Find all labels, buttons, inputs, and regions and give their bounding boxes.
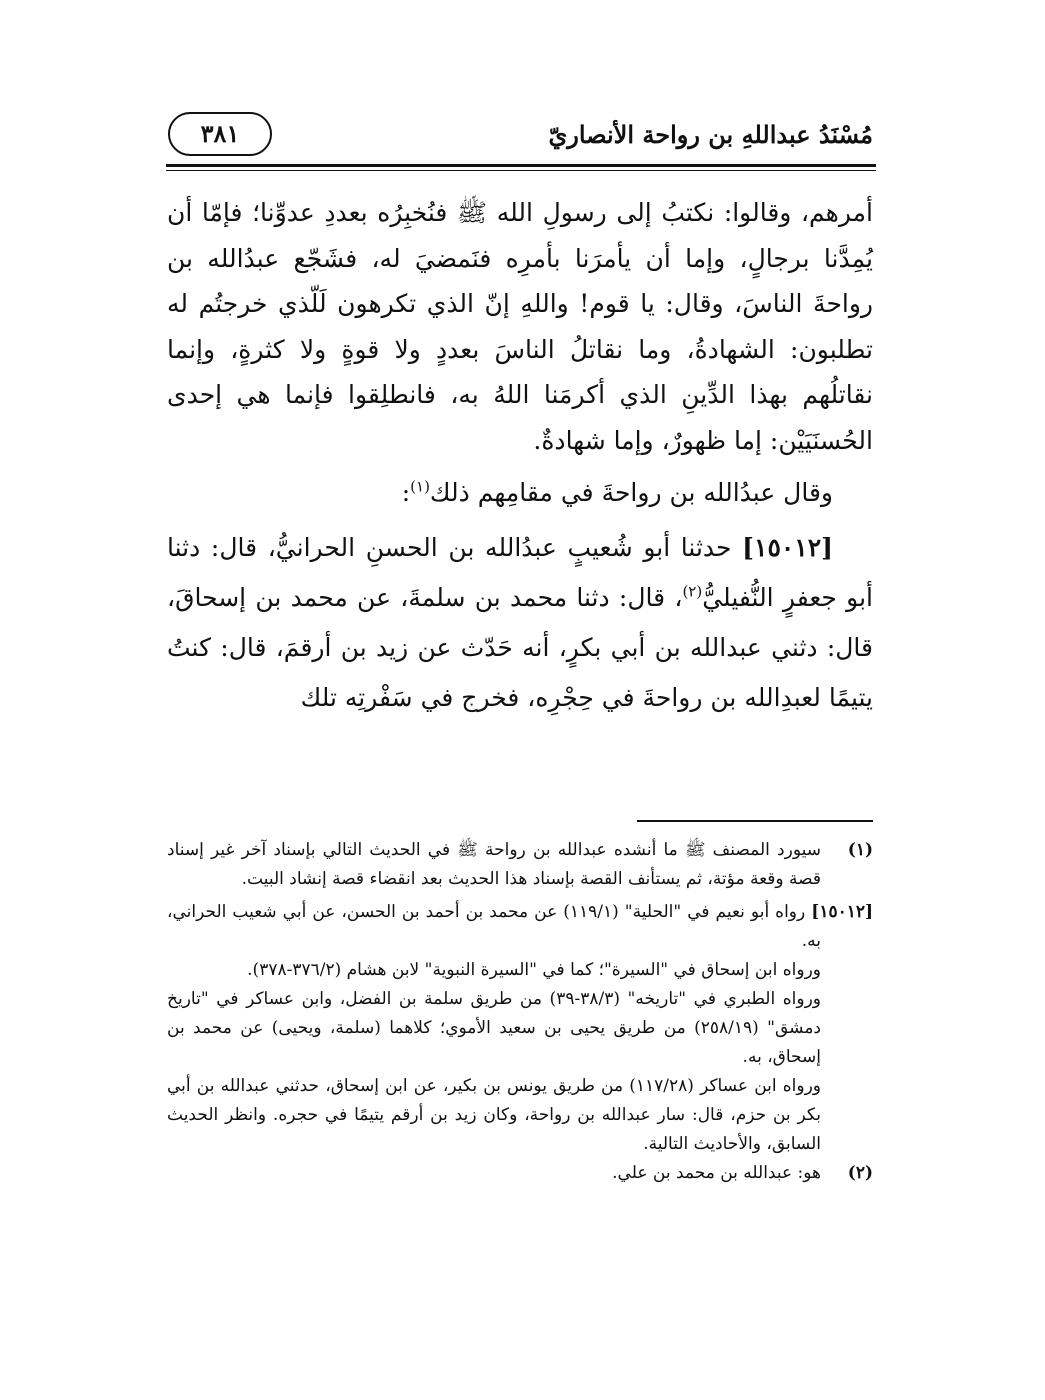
- paragraph-2-tail: :: [401, 478, 411, 507]
- footnote-1-number: (١): [847, 840, 873, 860]
- footnote-1: [167, 836, 873, 894]
- takhrij-first-line: [167, 898, 873, 956]
- takhrij-text-3: ورواه الطبري في "تاريخه" (٣٨/٣-٣٩) من طريق سلمة بن الفضل، وابن عساكر في "تاريخ دمشق" (٢٥٨/١٩) من طريق يحيى بن سعيد الأموي؛ كلاهما (سلمة، ويحيى) عن محمد بن إسحاق، به.: [167, 989, 822, 1067]
- footnote-marker-1[interactable]: (١): [410, 477, 430, 496]
- takhrij-text-1: رواه أبو نعيم في "الحلية" (١١٩/١) عن محمد بن أحمد بن الحسن، عن أبي شعيب الحراني، به.: [167, 902, 821, 951]
- takhrij-text-2: ورواه ابن إسحاق في "السيرة"؛ كما في "السيرة النبوية" لابن هشام (٣٧٦/٢-٣٧٨).: [247, 960, 821, 980]
- page-number-badge: ٣٨١: [168, 112, 272, 156]
- footnote-2-number: (٢): [847, 1163, 873, 1183]
- paragraph-3-text-b: ، قال: دثنا محمد بن سلمةَ، عن محمد بن إسحاقَ، قال: دثني عبدالله بن أبي بكرٍ، أنه حَدّث عن زيد بن أرقمَ، قال: كنتُ يتيمًا لعبدِالله بن رواحةَ في حِجْرِه، فخرج في سَفْرتِه تلك: [167, 583, 873, 712]
- paragraph-1: أمرهم، وقالوا: نكتبُ إلى رسولِ الله ﷺ فنُخبِرُه بعددِ عدوِّنا؛ فإمّا أن يُمِدَّنا برجالٍ، وإما أن يأمرَنا بأمرِه فنَمضيَ له، فشَجّع عبدُالله بن رواحةَ الناسَ، وقال: يا قوم! واللهِ إنّ الذي تكرهون لَلّذي خرجتُم له تطلبون: الشهادةُ، وما نقاتلُ الناسَ بعددٍ ولا قوةٍ ولا كثرةٍ، وإنما نقاتلُهم بهذا الدِّينِ الذي أكرمَنا اللهُ به، فانطلِقوا فإنما هي إحدى الحُسنَيَيْن: إما ظهورٌ، وإما شهادةٌ.: [167, 198, 873, 455]
- footnote-2: [167, 1159, 873, 1188]
- footnote-marker-2[interactable]: (٢): [682, 582, 703, 601]
- main-text: [167, 190, 873, 723]
- takhrij-text-4: ورواه ابن عساكر (١١٧/٢٨) من طريق يونس بن بكير، عن ابن إسحاق، حدثني عبدالله بن أبي بكر بن حزم، قال: سار عبدالله بن رواحة، وكان زيد بن أرقم يتيمًا في حجره. وانظر الحديث السابق، والأحاديث التالية.: [167, 1076, 821, 1154]
- running-header-title: مُسْنَدُ عبداللهِ بن رواحة الأنصاريّ: [548, 120, 873, 149]
- header-rule-thick: [166, 164, 876, 167]
- header-rule-thin: [166, 170, 876, 171]
- footnote-1-text: سيورد المصنف ﷺ ما أنشده عبدالله بن رواحة ﷺ في الحديث التالي بإسناد آخر غير إسناد قصة وقعة مؤتة، ثم يستأنف القصة بإسناد هذا الحديث بعد انقضاء قصة إنشاد البيت.: [167, 840, 821, 889]
- paragraph-3-lead: [732, 533, 874, 562]
- paragraph-2: [167, 470, 873, 515]
- paragraph-3-text-a: حدثنا أبو شُعيبٍ عبدُالله بن الحسنِ الحرانيُّ، قال: دثنا أبو جعفرٍ النُّفيليُّ: [167, 533, 873, 612]
- footnote-separator: [637, 820, 873, 822]
- hadith-number: [١٥٠١٢]: [742, 533, 833, 562]
- footnotes: [167, 836, 873, 1192]
- footnote-2-text: هو: عبدالله بن محمد بن علي.: [612, 1163, 821, 1183]
- paragraph-2-text: وقال عبدُالله بن رواحةَ في مقامِهم ذلك: [429, 478, 833, 507]
- paragraph-3: [167, 523, 873, 723]
- takhrij-ref: [١٥٠١٢]: [811, 902, 874, 922]
